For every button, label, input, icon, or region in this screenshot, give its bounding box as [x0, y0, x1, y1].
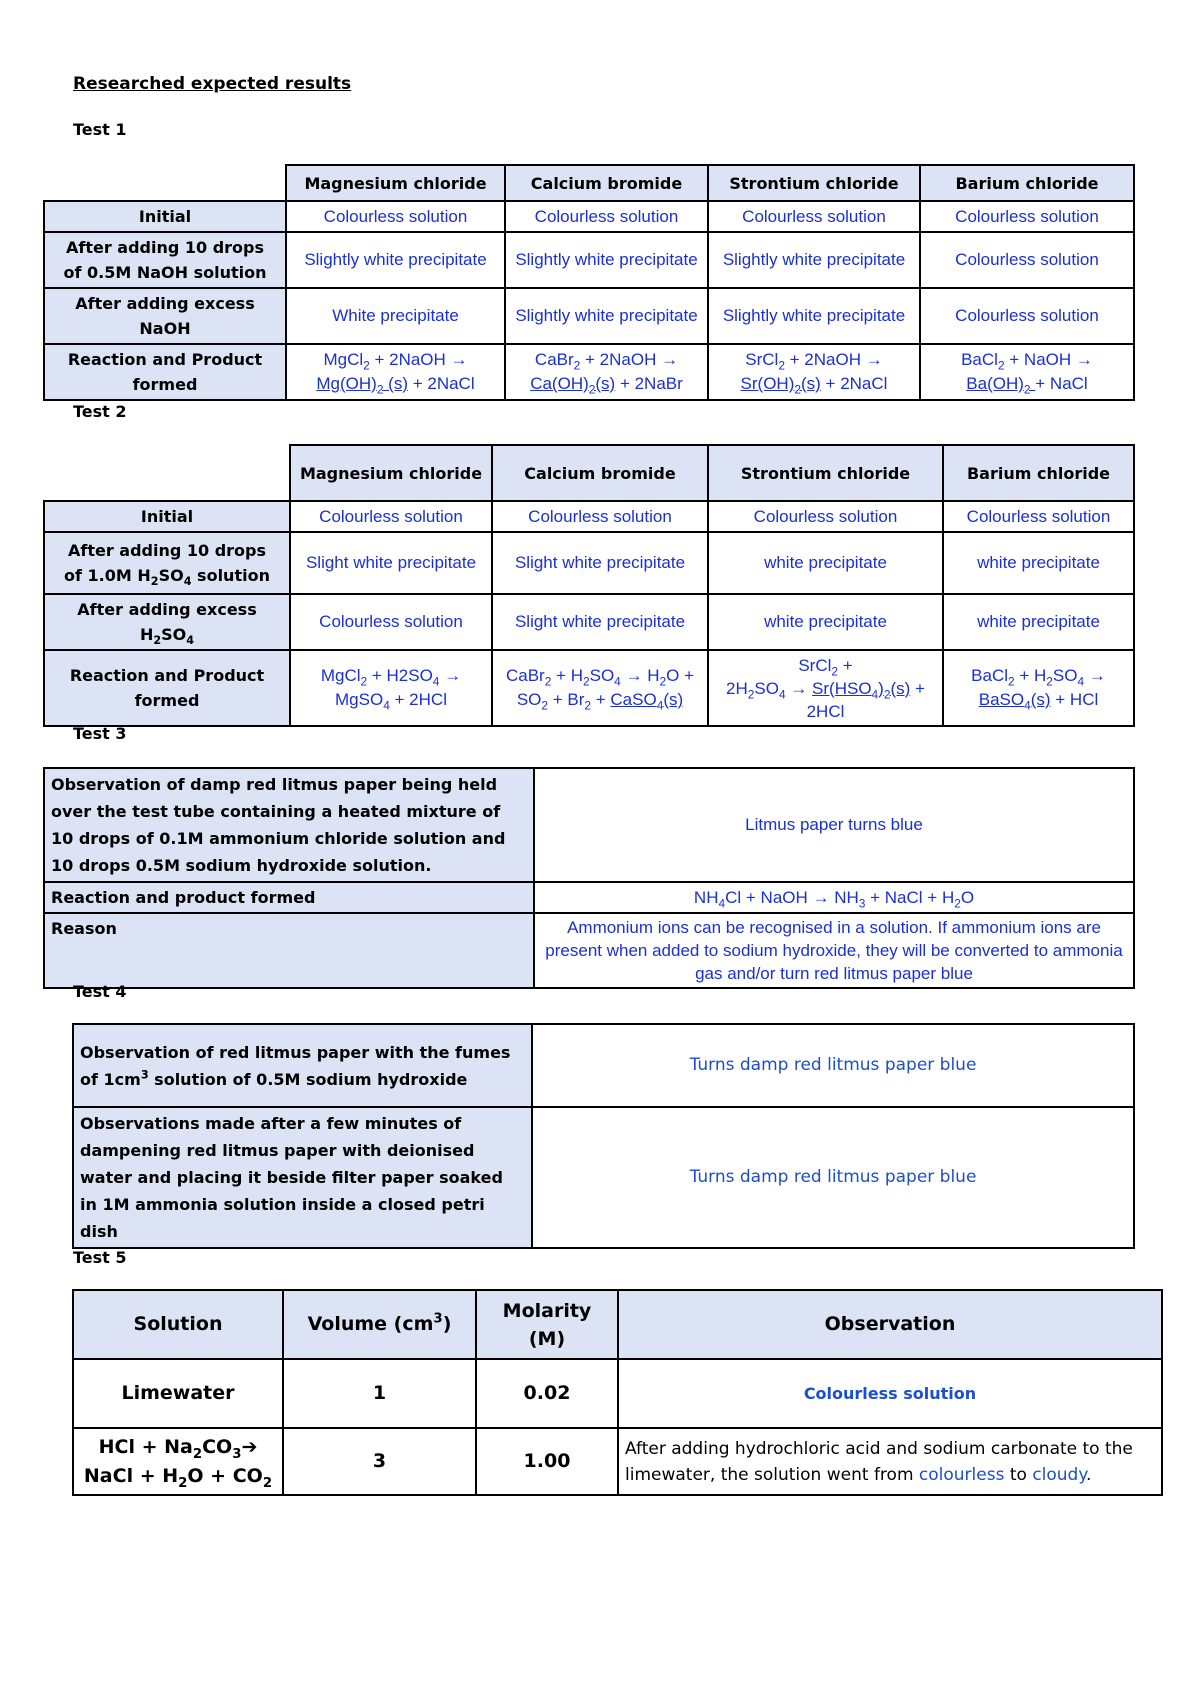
- equation-cell: CaBr$_2$ + $H_2SO_4 \to H_2O$ + $SO_2 + Br_2$ + CaSO$_4$(s): [492, 650, 708, 726]
- observation-label: Observation of red litmus paper with the fumes of $1cm^3$ solution of 0.5M sodium hydroxide: [73, 1024, 532, 1107]
- column-header: Barium chloride: [920, 165, 1134, 201]
- row-header-line: NaOH: [139, 319, 191, 338]
- test2-table: [43, 444, 1135, 727]
- row-header: Initial: [44, 501, 290, 532]
- row-header: Initial: [44, 201, 286, 232]
- row-header: [44, 288, 286, 344]
- test5-table: [72, 1289, 1163, 1496]
- table-cell: 0.02: [476, 1359, 618, 1428]
- table-cell: Colourless solution: [505, 201, 708, 232]
- test2-label: Test 2: [73, 402, 127, 421]
- reaction-value: $NH_4Cl$ + NaOH → $NH_3$ + NaCl + $H_2O$: [534, 882, 1134, 913]
- table-cell: Slightly white precipitate: [708, 288, 920, 344]
- row-header: After adding excess $H_2SO_4$: [44, 594, 290, 650]
- test3-label: Test 3: [73, 724, 127, 743]
- column-header: Magnesium chloride: [290, 445, 492, 501]
- table-cell: Colourless solution: [920, 288, 1134, 344]
- table-cell: white precipitate: [943, 532, 1134, 594]
- row-header-line: After adding 10 drops: [65, 238, 265, 257]
- observation-value: Turns damp red litmus paper blue: [532, 1107, 1134, 1248]
- column-header: Observation: [618, 1290, 1162, 1359]
- table-cell: Slight white precipitate: [492, 594, 708, 650]
- row-header: Reaction and Product formed: [44, 650, 290, 726]
- reason-label: Reason: [44, 913, 534, 988]
- reaction-label: Reaction and product formed: [44, 882, 534, 913]
- table-cell: white precipitate: [708, 594, 943, 650]
- test5-label: Test 5: [73, 1248, 127, 1267]
- test3-table: [43, 767, 1135, 989]
- table-cell: White precipitate: [286, 288, 505, 344]
- page-title: Researched expected results: [73, 74, 352, 94]
- equation-cell: MgCl$_2$ + $H2SO_4$ → MgSO$_4$ + 2HCl: [290, 650, 492, 726]
- row-header: After adding 10 drops of 1.0M $H_2SO_4$ solution: [44, 532, 290, 594]
- column-header: Barium chloride: [943, 445, 1134, 501]
- row-header-line: Reaction and Product: [67, 350, 263, 369]
- observation-value: Litmus paper turns blue: [534, 768, 1134, 882]
- column-header: Volume $(cm^3)$: [283, 1290, 476, 1359]
- observation-value: Turns damp red litmus paper blue: [532, 1024, 1134, 1107]
- equation-cell: SrCl$_2$ + 2NaOH → $Sr(OH)_2(s)$ + 2NaCl: [708, 344, 920, 400]
- table-cell: Colourless solution: [708, 201, 920, 232]
- table-cell: Colourless solution: [290, 501, 492, 532]
- equation-cell: SrCl$_2$ + $2H_2SO_4 \to Sr(HSO_4)_2(s)$ + 2HCl: [708, 650, 943, 726]
- column-header: Magnesium chloride: [286, 165, 505, 201]
- corner-cell: [44, 165, 286, 201]
- table-cell: Slightly white precipitate: [286, 232, 505, 288]
- table-cell: 1.00: [476, 1428, 618, 1495]
- table-cell: Slightly white precipitate: [505, 288, 708, 344]
- corner-cell: [44, 445, 290, 501]
- equation-cell: BaCl$_2$ + NaOH → $Ba(OH)_2$ + NaCl: [920, 344, 1134, 400]
- test1-label: Test 1: [73, 120, 127, 139]
- table-cell: Slightly white precipitate: [708, 232, 920, 288]
- test4-table: [72, 1023, 1135, 1249]
- equation-cell: CaBr$_2$ + 2NaOH → $Ca(OH)_2(s)$ + 2NaBr: [505, 344, 708, 400]
- equation-cell: MgCl$_2$ + 2NaOH → $Mg(OH)_2$ (s) + 2NaCl: [286, 344, 505, 400]
- column-header: Strontium chloride: [708, 445, 943, 501]
- table-cell: Slightly white precipitate: [505, 232, 708, 288]
- row-header-line: of 0.5M NaOH solution: [63, 263, 267, 282]
- table-cell: 1: [283, 1359, 476, 1428]
- table-cell: Colourless solution: [920, 232, 1134, 288]
- row-header-line: After adding excess: [75, 294, 255, 313]
- table-cell: Colourless solution: [943, 501, 1134, 532]
- table-cell: Colourless solution: [708, 501, 943, 532]
- table-cell: Slight white precipitate: [492, 532, 708, 594]
- table-cell: Colourless solution: [618, 1359, 1162, 1428]
- table-cell: Slight white precipitate: [290, 532, 492, 594]
- column-header: Solution: [73, 1290, 283, 1359]
- test1-table: [43, 164, 1135, 401]
- column-header: Calcium bromide: [505, 165, 708, 201]
- column-header: Calcium bromide: [492, 445, 708, 501]
- equation-cell: BaCl$_2$ + $H_2SO_4$ → BaSO$_4$(s) + HCl: [943, 650, 1134, 726]
- table-cell: white precipitate: [943, 594, 1134, 650]
- table-cell: After adding hydrochloric acid and sodium carbonate to the limewater, the solution went from colourless to cloudy.: [618, 1428, 1162, 1495]
- column-header: Strontium chloride: [708, 165, 920, 201]
- row-header: [44, 232, 286, 288]
- table-cell: HCl + $Na_2CO_3➔$ NaCl + $H_2O + CO_2$: [73, 1428, 283, 1495]
- table-cell: Colourless solution: [492, 501, 708, 532]
- observation-label: Observation of damp red litmus paper being held over the test tube containing a heated mixture of 10 drops of 0.1M ammonium chloride solution and 10 drops 0.5M sodium hydroxide solution.: [44, 768, 534, 882]
- test4-label: Test 4: [73, 982, 127, 1001]
- observation-label: Observations made after a few minutes of dampening red litmus paper with deionised water and placing it beside filter paper soaked in 1M ammonia solution inside a closed petri dish: [73, 1107, 532, 1248]
- table-cell: white precipitate: [708, 532, 943, 594]
- table-cell: Limewater: [73, 1359, 283, 1428]
- table-cell: Colourless solution: [920, 201, 1134, 232]
- table-cell: Colourless solution: [290, 594, 492, 650]
- table-cell: 3: [283, 1428, 476, 1495]
- column-header: Molarity (M): [476, 1290, 618, 1359]
- reason-value: Ammonium ions can be recognised in a solution. If ammonium ions are present when added to sodium hydroxide, they will be converted to ammonia gas and/or turn red litmus paper blue: [534, 913, 1134, 988]
- table-cell: Colourless solution: [286, 201, 505, 232]
- row-header: [44, 344, 286, 400]
- row-header-line: formed: [132, 375, 198, 394]
